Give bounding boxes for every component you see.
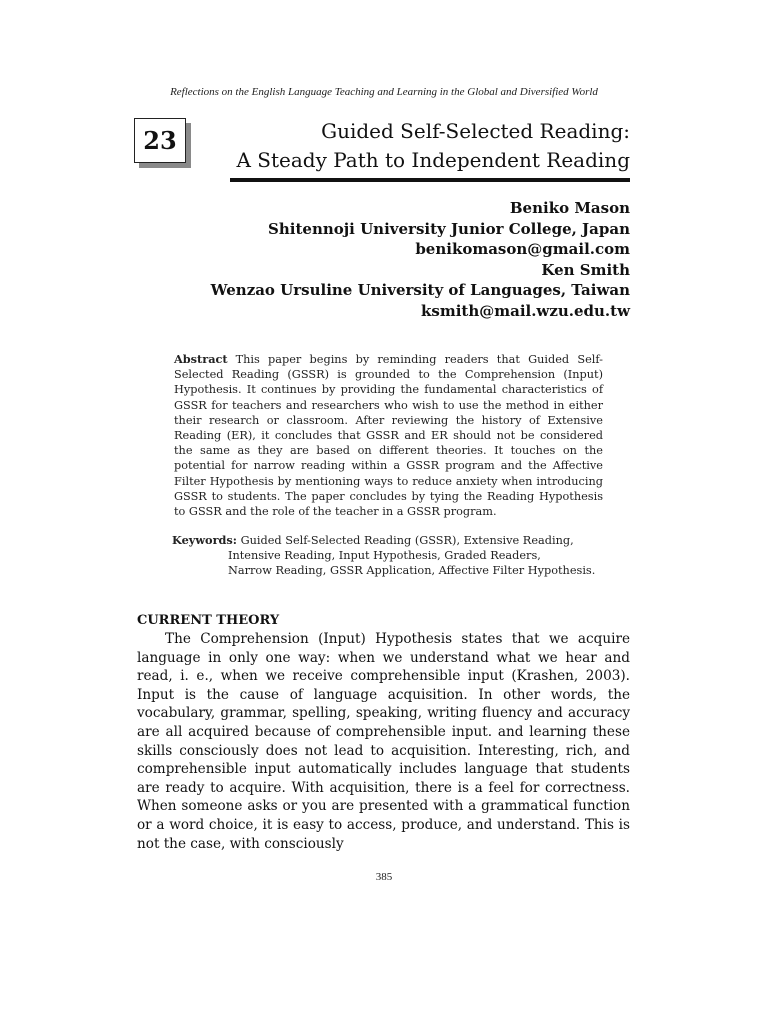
chapter-number: 23	[134, 118, 186, 163]
body-paragraph: The Comprehension (Input) Hypothesis states that we acquire language in only one way: when we understand what we hear and read, i. e., when we receive comprehensible input (Krashen, 2003). Input is the cause of language acquisition. In other words, the vocabulary, grammar, spelling, speaking, writing fluency and accuracy are all acquired because of comprehensible input. and learning these skills consciously does not lead to acquisition. Interesting, rich, and comprehensible input automatically includes language that students are ready to acquire. With acquisition, there is a feel for correctness. When someone asks or you are presented with a grammatical function or a word choice, it is easy to access, produce, and understand. This is not the case, with consciously	[137, 631, 630, 852]
title-line-1: Guided Self-Selected Reading:	[321, 119, 630, 143]
keywords-label: Keywords:	[172, 533, 237, 547]
title-rule	[230, 178, 630, 182]
author-block	[130, 198, 630, 321]
author-email-2: ksmith@mail.wzu.edu.tw	[420, 301, 630, 320]
article-title	[190, 117, 630, 175]
keywords-line-3: Narrow Reading, GSSR Application, Affective Filter Hypothesis.	[228, 564, 596, 578]
author-name-1: Beniko Mason	[509, 199, 630, 217]
page-number: 385	[375, 871, 393, 883]
abstract	[174, 352, 603, 519]
section-heading: CURRENT THEORY	[137, 613, 280, 628]
abstract-label: Abstract	[174, 352, 228, 366]
abstract-text: This paper begins by reminding readers that Guided Self-Selected Reading (GSSR) is grounded to the Comprehension (Input) Hypothesis. It continues by providing the fundamental characteristics of GSSR for teachers and researchers who wish to use the method in either their research or classroom. After reviewing the history of Extensive Reading (ER), it concludes that GSSR and ER should not be considered the same as they are based on different theories. It touches on the potential for narrow reading within a GSSR program and the Affective Filter Hypothesis by mentioning ways to reduce anxiety when introducing GSSR to students. The paper concludes by tying the Reading Hypothesis to GSSR and the role of the teacher in a GSSR program.	[174, 353, 603, 519]
running-header: Reflections on the English Language Teaching and Learning in the Global and Diversified World	[170, 86, 598, 98]
keywords-line-1: Guided Self-Selected Reading (GSSR), Extensive Reading,	[240, 534, 574, 547]
title-line-2: A Steady Path to Independent Reading	[236, 148, 630, 172]
author-affiliation-1: Shitennoji University Junior College, Japan	[268, 219, 630, 238]
keywords-line-2: Intensive Reading, Input Hypothesis, Graded Readers,	[228, 549, 541, 563]
chapter-number-box	[134, 118, 186, 163]
keywords	[172, 533, 612, 579]
author-affiliation-2: Wenzao Ursuline University of Languages, Taiwan	[210, 281, 630, 299]
author-email-1: benikomason@gmail.com	[415, 240, 630, 258]
author-name-2: Ken Smith	[541, 260, 630, 279]
